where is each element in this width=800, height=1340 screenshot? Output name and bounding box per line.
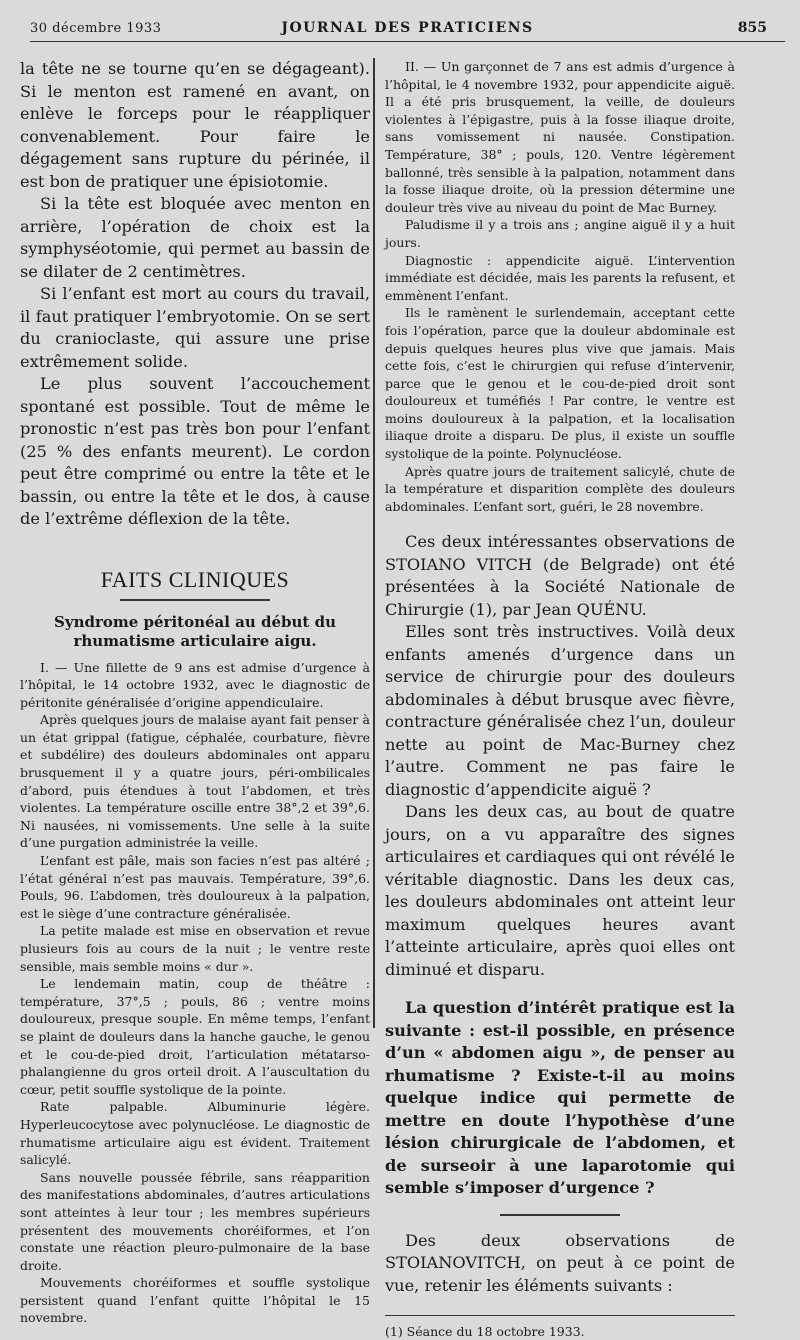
obstetrics-paragraph-3: Si l’enfant est mort au cours du travail, il faut pratiquer l’embryotomie. On se sert du cranioclaste, qui assure une prise extrêmement solide. — [20, 284, 370, 371]
case-subtitle: Syndrome péritonéal au début du rhumatisme articulaire aigu. — [54, 612, 336, 650]
case-1-paragraph-8: Mouvements choréiformes et souffle systolique persistent quand l’enfant quitte l’hôpital le 15 novembre. — [20, 1275, 370, 1326]
case-1-paragraph-6: Rate palpable. Albuminurie légère. Hyperleucocytose avec polynucléose. Le diagnostic de rhumatisme articulaire aigu est évident. Traitement salicylé. — [20, 1099, 370, 1168]
commentary-paragraph-2: Elles sont très instructives. Voilà deux enfants amenés d’urgence dans un service de chirurgie pour des douleurs abdominales à début brusque avec fièvre, contracture généralisée chez l’un, douleur nette au point de Mac-Burney chez l’autre. Comment ne pas faire le diagnostic d’appendicite aiguë ? — [385, 622, 735, 799]
commentary-paragraph-1: Ces deux intéressantes observations de STOIANO VITCH (de Belgrade) ont été présentées à la Société Nationale de Chirurgie (1), par Jean QUÉNU. — [385, 532, 735, 619]
commentary-paragraph-3: Dans les deux cas, au bout de quatre jours, on a vu apparaître des signes articulaires et cardiaques qui ont révélé le véritable diagnostic. Dans les deux cas, les douleurs abdominales ont atteint leur maximum quelques heures avant l’atteinte articulaire, après quoi elles ont diminué et disparu. — [385, 802, 735, 979]
paragraph-gap — [385, 515, 735, 531]
right-column — [385, 58, 735, 1340]
left-column — [20, 58, 370, 1327]
footnote-rule — [385, 1315, 735, 1316]
page-header — [30, 19, 785, 42]
case-1-paragraph-2: Après quelques jours de malaise ayant fait penser à un état grippal (fatigue, céphalée, courbature, fièvre et subdélire) des douleurs abdominales ont apparu brusquement il y a quatre jours, péri-ombilicales d’abord, puis étendues à tout l’abdomen, et très violentes. La température oscille entre 38°,2 et 39°,6. Ni nausées, ni vomissements. Une selle à la suite d’une purgation administrée la veille. — [20, 712, 370, 851]
page-number: 855 — [737, 20, 767, 36]
section-title: FAITS CLINIQUES — [100, 566, 290, 592]
obstetrics-paragraph-2: Si la tête est bloquée avec menton en arrière, l’opération de choix est la symphyséotomie, qui permet au bassin de se dilater de 2 centimètres. — [20, 194, 370, 281]
section-rule — [120, 599, 270, 601]
case-2-paragraph-3: Diagnostic : appendicite aiguë. L’intervention immédiate est décidée, mais les parents la refusent, et emmènent l’enfant. — [385, 252, 735, 303]
key-question-paragraph: La question d’intérêt pratique est la suivante : est-il possible, en présence d’un « abdomen aigu », de penser au rhumatisme ? Existe-t-il au moins quelque indice qui permette de mettre en doute l’hypothèse d’une lésion chirurgicale de l’abdomen, et de surseoir à une laparotomie qui semble s’imposer d’urgence ? — [385, 998, 735, 1198]
footnote: (1) Séance du 18 octobre 1933. — [385, 1324, 585, 1340]
journal-title: JOURNAL DES PRATICIENS — [281, 20, 534, 36]
paragraph-gap — [385, 981, 735, 997]
case-1-paragraph-4: La petite malade est mise en observation et revue plusieurs fois au cours de la nuit ; le ventre reste sensible, mais semble moins « dur ». — [20, 923, 370, 974]
column-divider — [373, 58, 375, 1028]
obstetrics-paragraph-1: la tête ne se tourne qu’en se dégageant). Si le menton est ramené en avant, on enlève le forceps pour le réappliquer convenablement. Pour faire le dégagement sans rupture du périnée, il est bon de pratiquer une épisiotomie. — [20, 59, 370, 191]
header-date: 30 décembre 1933 — [30, 21, 162, 36]
obstetrics-paragraph-4: Le plus souvent l’accouchement spontané est possible. Tout de même le pronostic n’est pas très bon pour l’enfant (25 % des enfants meurent). Le cordon peut être comprimé ou entre la tête et le bassin, ou entre la tête et le dos, à cause de l’extrême déflexion de la tête. — [20, 374, 370, 528]
case-1-paragraph-5: Le lendemain matin, coup de théâtre : température, 37°,5 ; pouls, 86 ; ventre moins douloureux, presque souple. En même temps, l’enfant se plaint de douleurs dans la hanche gauche, le genou et le cou-de-pied droit, l’articulation métatarso-phalangienne du gros orteil droit. A l’auscultation du cœur, petit souffle systolique de la pointe. — [20, 976, 370, 1097]
case-2-paragraph-5: Après quatre jours de traitement salicylé, chute de la température et disparition complète des douleurs abdominales. L’enfant sort, guéri, le 28 novembre. — [385, 463, 735, 514]
case-1-paragraph-7: Sans nouvelle poussée fébrile, sans réapparition des manifestations abdominales, d’autres articulations sont atteintes à leur tour ; les membres supérieurs présentent des mouvements choréiformes, et l’on constate une réaction pleuro-pulmonaire de la base droite. — [20, 1169, 370, 1273]
separator-rule — [500, 1214, 620, 1216]
case-2-paragraph-2: Paludisme il y a trois ans ; angine aiguë il y a huit jours. — [385, 217, 735, 250]
case-1-paragraph-1: I. — Une fillette de 9 ans est admise d’urgence à l’hôpital, le 14 octobre 1932, avec le diagnostic de péritonite généralisée d’origine appendiculaire. — [20, 659, 370, 710]
case-2-paragraph-1: II. — Un garçonnet de 7 ans est admis d’urgence à l’hôpital, le 4 novembre 1932, pour appendicite aiguë. Il a été pris brusquement, la veille, de douleurs violentes à l’épigastre, puis à la fosse iliaque droite, sans vomissement ni nausée. Constipation. Température, 38° ; pouls, 120. Ventre légèrement ballonné, très sensible à la palpation, notamment dans la fosse iliaque droite, où la pression détermine une douleur très vive au niveau du point de Mac Burney. — [385, 59, 735, 215]
case-2-paragraph-4: Ils le ramènent le surlendemain, acceptant cette fois l’opération, parce que la douleur abdominale est depuis quelques heures plus vive que jamais. Mais cette fois, c’est le chirurgien qui refuse d’intervenir, parce que le genou et le cou-de-pied droit sont douloureux et tuméfiés ! Par contre, le ventre est moins douloureux à la palpation, et la localisation iliaque droite a disparu. De plus, il existe un souffle systolique de la pointe. Polynucléose. — [385, 305, 735, 462]
case-1-paragraph-3: L’enfant est pâle, mais son facies n’est pas altéré ; l’état général n’est pas mauvais. Température, 39°,6. Pouls, 96. L’abdomen, très douloureux à la palpation, est le siège d’une contracture généralisée. — [20, 853, 370, 921]
commentary-paragraph-4: Des deux observations de STOIANOVITCH, on peut à ce point de vue, retenir les éléments suivants : — [385, 1230, 735, 1295]
